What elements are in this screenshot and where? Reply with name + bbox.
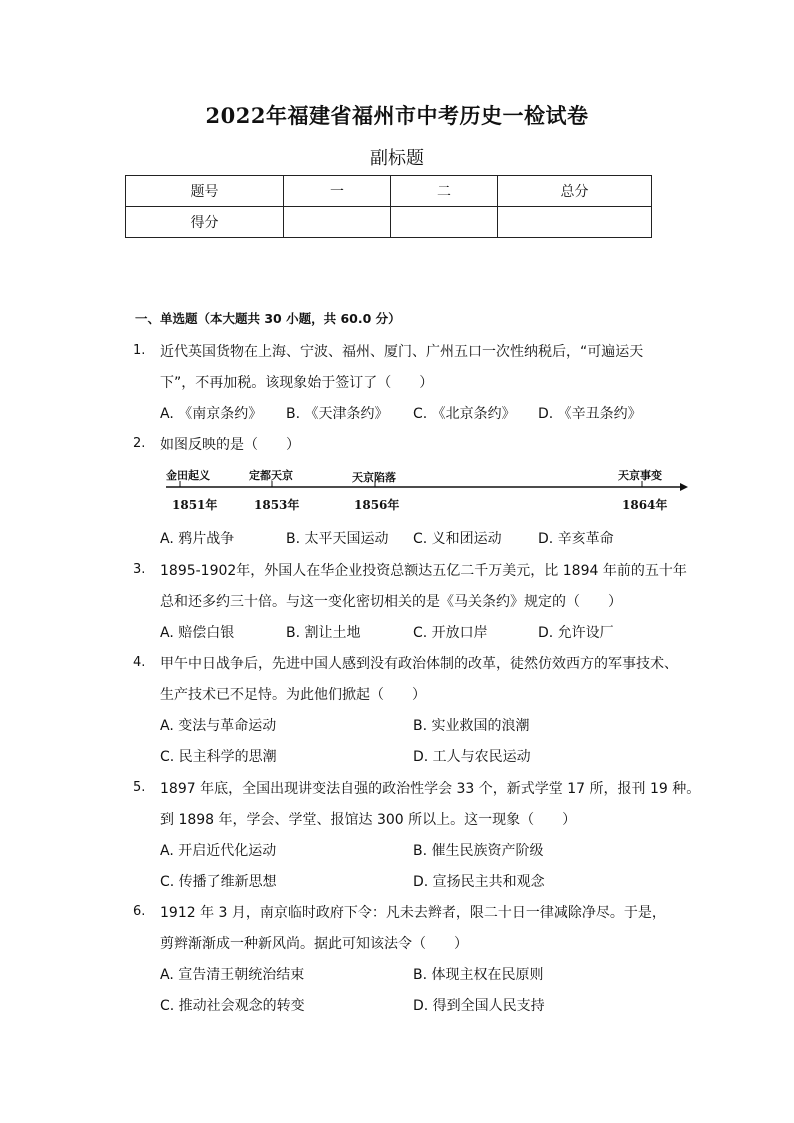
question-text-line: 甲午中日战争后，先进中国人感到没有政治体制的改革，徒然仿效西方的军事技术、 [160, 656, 678, 672]
option-b[interactable]: B. 《天津条约》 [286, 406, 389, 422]
score-table-header-row [126, 176, 652, 207]
timeline-year-label: 1853年 [254, 498, 300, 512]
timeline-event-label: 天京事变 [618, 469, 662, 482]
question-number: 5. [133, 780, 146, 795]
score-row-label: 得分 [126, 207, 284, 238]
option-c[interactable]: C. 推动社会观念的转变 [160, 998, 305, 1014]
question-text-line: 如图反映的是（ ） [160, 437, 300, 453]
timeline-event-label: 金田起义 [166, 469, 210, 482]
option-a[interactable]: A. 变法与革命运动 [160, 718, 277, 734]
option-c[interactable]: C. 民主科学的思潮 [160, 749, 277, 765]
option-a[interactable]: A. 鸦片战争 [160, 531, 235, 547]
option-c[interactable]: C. 开放口岸 [413, 625, 488, 641]
score-header-cell: 二 [391, 176, 498, 207]
option-a[interactable]: A. 《南京条约》 [160, 406, 263, 422]
option-c[interactable]: C. 传播了维新思想 [160, 874, 277, 890]
option-d[interactable]: D. 得到全国人民支持 [413, 998, 545, 1014]
option-a[interactable]: A. 宣告清王朝统治结束 [160, 967, 305, 983]
timeline-year-label: 1856年 [354, 498, 400, 512]
timeline-axis [160, 463, 690, 518]
question-text-line: 生产技术已不足恃。为此他们掀起（ ） [160, 687, 426, 703]
option-b[interactable]: B. 割让土地 [286, 625, 361, 641]
score-header-cell: 题号 [126, 176, 284, 207]
question-text-line: 下”，不再加税。该现象始于签订了（ ） [160, 375, 434, 391]
option-b[interactable]: B. 体现主权在民原则 [413, 967, 544, 983]
option-c[interactable]: C. 《北京条约》 [413, 406, 516, 422]
timeline-event-label: 定都天京 [249, 469, 293, 482]
option-d[interactable]: D. 允许设厂 [538, 625, 614, 641]
question-text-line: 剪辫渐渐成一种新风尚。据此可知该法令（ ） [160, 936, 468, 952]
option-d[interactable]: D. 工人与农民运动 [413, 749, 531, 765]
option-b[interactable]: B. 太平天国运动 [286, 531, 389, 547]
score-cell [391, 207, 498, 238]
question-number: 2. [133, 436, 146, 451]
option-d[interactable]: D. 辛亥革命 [538, 531, 614, 547]
score-header-cell: 总分 [498, 176, 652, 207]
question-text-line: 到 1898 年，学会、学堂、报馆达 300 所以上。这一现象（ ） [160, 812, 577, 828]
question-text-line: 近代英国货物在上海、宁波、福州、厦门、广州五口一次性纳税后，“可遍运天 [160, 344, 644, 360]
option-a[interactable]: A. 赔偿白银 [160, 625, 235, 641]
page-title: 2022年福建省福州市中考历史一检试卷 [205, 103, 589, 128]
question-number: 4. [133, 655, 146, 670]
question-text-line: 1912 年 3 月，南京临时政府下令：凡未去辫者，限二十日一律减除净尽。于是， [160, 905, 666, 921]
option-d[interactable]: D. 宣扬民主共和观念 [413, 874, 545, 890]
option-b[interactable]: B. 实业救国的浪潮 [413, 718, 530, 734]
score-cell [284, 207, 391, 238]
timeline-figure [160, 463, 690, 518]
question-text-line: 总和还多约三十倍。与这一变化密切相关的是《马关条约》规定的（ ） [160, 594, 622, 610]
timeline-year-label: 1851年 [172, 498, 218, 512]
question-text-line: 1895-1902年，外国人在华企业投资总额达五亿二千万美元，比 1894 年前的五十年 [160, 563, 687, 579]
score-header-cell: 一 [284, 176, 391, 207]
question-text-line: 1897 年底，全国出现讲变法自强的政治性学会 33 个，新式学堂 17 所，报刊 19 种。 [160, 781, 701, 797]
score-cell [498, 207, 652, 238]
question-number: 1. [133, 343, 146, 358]
score-table-score-row [126, 207, 652, 238]
page-subtitle: 副标题 [370, 148, 424, 169]
question-number: 3. [133, 562, 146, 577]
section-heading: 一、单选题（本大题共 30 小题，共 60.0 分） [135, 311, 401, 326]
option-a[interactable]: A. 开启近代化运动 [160, 843, 277, 859]
option-c[interactable]: C. 义和团运动 [413, 531, 502, 547]
option-b[interactable]: B. 催生民族资产阶级 [413, 843, 544, 859]
question-number: 6. [133, 904, 146, 919]
timeline-event-label: 天京陷落 [352, 471, 396, 484]
option-d[interactable]: D. 《辛丑条约》 [538, 406, 642, 422]
timeline-year-label: 1864年 [622, 498, 668, 512]
score-table [125, 175, 652, 238]
